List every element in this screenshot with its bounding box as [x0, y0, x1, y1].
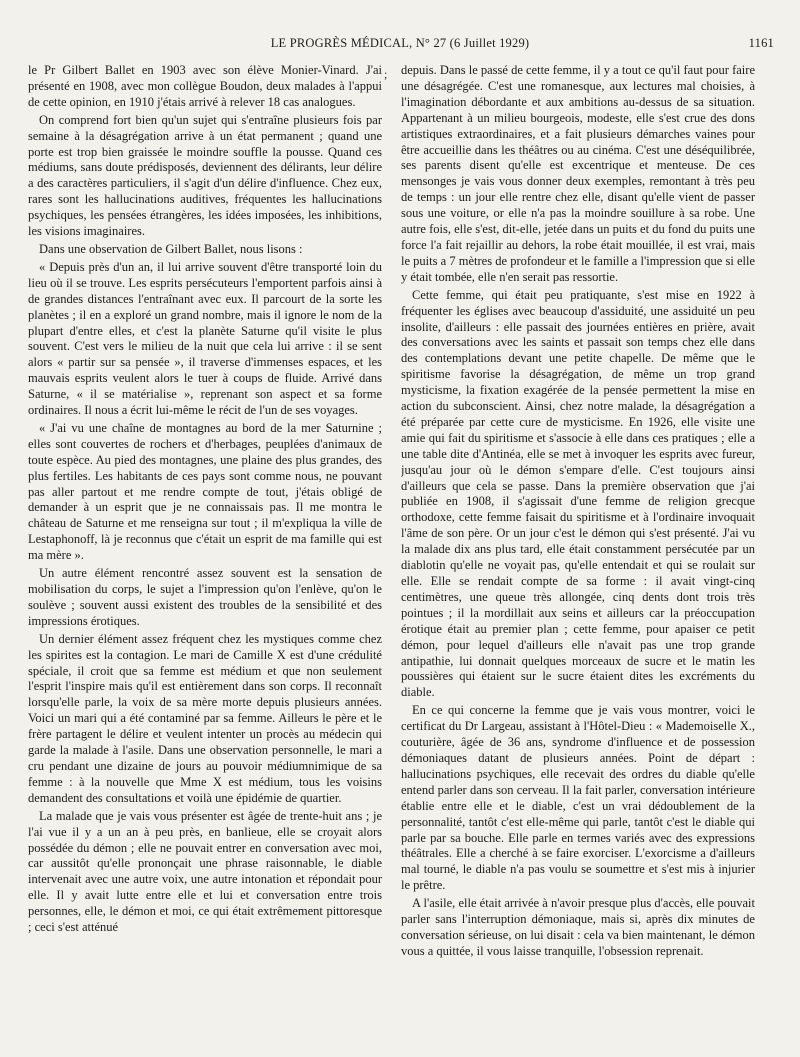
page-header — [26, 36, 774, 56]
paragraph: le Pr Gilbert Ballet en 1903 avec son élève Monier-Vinard. J'ai présenté en 1908, avec mon collègue Boudon, deux malades à l'appui de cette opinion, en 1910 j'étais arrivé à relever 18 cas analogues. — [28, 63, 382, 109]
paragraph: Cette femme, qui était peu pratiquante, s'est mise en 1922 à fréquenter les églises avec beaucoup d'assiduité, une assiduité un peu insolite, d'ailleurs : elle passait des journées entières en prière, avait des conversations avec les saints et passait son temps chez elle dans des contemplations devant une petite chapelle. De même que le spiritisme favorise la désagrégation, de même un trop grand mysticisme, la fixation exagérée de la pensée permettent la mise en action du subconscient. Ainsi, chez notre malade, la désagrégation a été préparée par cette cure de mysticisme. En 1926, elle visite une amie qui fait du spiritisme et s'associe à elle dans ces pratiques ; elle a une table dite d'Antinéa, elle se met à invoquer les esprits avec fureur, jusqu'au jour où le démon s'empare d'elle. C'est toujours ainsi d'ailleurs que cela se passe. Dans la première observation que j'ai publiée en 1908, il s'agissait d'une femme de religion grecque orthodoxe, cette femme faisait du spiritisme et à l'ordinaire invoquait l'âme de son père. Or un jour c'est le démon qui s'est présenté. J'ai vu la malade dix ans plus tard, elle était constamment persécutée par un diablotin qu'elle ne voyait pas, qu'elle entendait et qui se roulait sur elle. Elle se rendait compte de sa forme : il avait vingt-cinq centimètres, une queue très allongée, cinq dents dont trois très pointues ; il la mordillait aux seins et ailleurs car la préoccupation érotique était au premier plan ; cette femme, pour apaiser ce petit démon, pour lequel d'ailleurs elle n'avait pas une trop grande antipathie, lui donnait quelques morceaux de sucre et le matin les poussières qui étaient sur le sucre étaient dites les excréments du diable. — [401, 287, 755, 700]
paragraph: La malade que je vais vous présenter est âgée de trente-huit ans ; je l'ai vue il y a un an à peu près, en banlieue, elle se croyait alors possédée du démon ; elle ne pouvait entrer en conversation avec moi, car aussitôt qu'elle prononçait une phrase raisonnable, le diable intervenait avec une autre voix, une autre intonation et répondait pour elle. Il y avait lutte entre elle et lui et conversation entre trois personnes, elle, le démon et moi, ce qui était extrêmement pittoresque ; ceci s'est atténué — [28, 808, 382, 935]
page-number: 1161 — [748, 36, 774, 50]
paragraph: A l'asile, elle était arrivée à n'avoir presque plus d'accès, elle pouvait parler sans l'interruption démoniaque, mais si, après dix minutes de conversation sérieuse, on lui disait : cela va bien maintenant, le démon vous a quittée, il vous laisse tranquille, l'obsession reprenait. — [401, 896, 755, 958]
paragraph: En ce qui concerne la femme que je vais vous montrer, voici le certificat du Dr Largeau, assistant à l'Hôtel-Dieu : « Mademoiselle X., couturière, âgée de 36 ans, syndrome d'influence et de possession démoniaques datant de plusieurs années. Point de départ : hallucinations psychiques, elle recevait des ordres du diable qu'elle entend parler dans son cerveau. Il la fait parler, conversation intérieure établie entre elle et le diable, c'est un vrai dédoublement de la personnalité, tantôt c'est elle-même qui parle, tantôt c'est le diable qui parle par sa bouche. Elle parle en termes variés avec des expressions théâtrales. Elle a cherché à se faire exorciser. L'exorcisme a d'ailleurs mal tourné, le diable n'a pas voulu se soumettre et s'est mis à injurier le prêtre. — [401, 703, 755, 893]
gutter-mark: ; — [384, 67, 388, 81]
paragraph: Dans une observation de Gilbert Ballet, nous lisons : — [39, 241, 303, 256]
paragraph: depuis. Dans le passé de cette femme, il y a tout ce qu'il faut pour faire une désagrégée. C'est une romanesque, aux lectures mal choisies, à l'imagination débordante et aux ambitions au-dessus de sa situation. Appartenant à un milieu bourgeois, modeste, elle s'est crue des dons artistiques extraordinaires, et a fait plusieurs démarches vaines pour être accueillie dans les théâtres ou au cinéma. C'est une déséquilibrée, ses parents disent qu'elle est excentrique et menteuse. De ces mensonges je vais vous donner deux exemples, remontant à très peu de temps : un jour elle rentre chez elle, disant qu'elle vient de passer sous une voiture, or elle n'a pas la moindre souillure à sa robe. Une autre fois, elle s'est, dit-elle, jetée dans un puits et du fond du puits une force l'a fait rejaillir au dehors, la robe était mouillée, il est vrai, mais le puits a 7 mètres de profondeur et le famille a l'impression que si elle y était tombée, elle n'en serait pas ressortie. — [401, 63, 755, 284]
left-column — [28, 63, 382, 1048]
paragraph: « J'ai vu une chaîne de montagnes au bord de la mer Saturnine ; elles sont couvertes de rochers et d'herbages, peuplées d'animaux de toute espèce. Au pied des montagnes, une plaine des plus grandes, des plus fertiles. Les habitants de ces pays sont comme nous, ne pouvant pas aller partout et me rendre compte de tout, j'étais obligé de demander à un esprit que je ne connaissais pas. Il me montra le château de Saturne et me renseigna sur tout ; il m'expliqua la ville de Lestaphonoff, là je reconnus que c'était un esprit de ma famille qui est ma mère ». — [28, 420, 382, 563]
right-column — [401, 63, 755, 1048]
paragraph: Un autre élément rencontré assez souvent est la sensation de mobilisation du corps, le sujet a l'impression qu'on l'enlève, qu'on le soulève ; souvent aussi existent des troubles de la sensibilité et des impressions érotiques. — [28, 566, 382, 628]
paragraph: « Depuis près d'un an, il lui arrive souvent d'être transporté loin du lieu où il se trouve. Les esprits persécuteurs l'emportent parfois ainsi à de grandes distances l'entraînant avec eux. Il parcourt de la sorte les planètes ; il en a exploré un grand nombre, mais il ignore le nom de la plupart d'entre elles, et c'est la planète Saturne qu'il visite le plus souvent. C'est vers le milieu de la nuit que cela lui arrive : il se sent alors « partir sur sa pensée », il traverse d'immenses espaces, et les mauvais esprits veulent alors le tuer à coups de fluide. Arrivé dans Saturne, « il se matérialise », reprenant son aspect et sa forme ordinaires. Il nous a écrit lui-même le récit de l'un de ses voyages. — [28, 259, 382, 418]
paragraph: Un dernier élément assez fréquent chez les mystiques comme chez les spirites est la contagion. Le mari de Camille X est d'une crédulité spéciale, il croit que sa femme est médium et que non seulement l'esprit l'inspire mais qu'il est entièrement dans son corps. Il reconnaît lorsqu'elle parle, la voix de sa mère morte depuis plusieurs années. Voici un mari qui a été contaminé par sa femme. Ailleurs le père et le frère partagent le délire et veulent intenter un procès au médecin qui garde la malade à l'asile. Dans une observation personnelle, le mari a cru pendant une dizaine de jours au pouvoir médiumnimique de sa femme : à la nouvelle que Mme X est médium, tous les voisins demandent des consultations et voilà une épidémie de quartier. — [28, 631, 382, 805]
running-title: LE PROGRÈS MÉDICAL, N° 27 (6 Juillet 1929) — [270, 36, 530, 50]
paragraph: On comprend fort bien qu'un sujet qui s'entraîne plusieurs fois par semaine à la désagrégation arrive à un état permanent ; quand une porte est trop bien graissée le moindre souffle la pousse. Quand ces médiums, sans doute prédisposés, deviennent des délirants, leur délire a des caractères particuliers, il s'agit d'un délire d'influence. Chez eux, rares sont les hallucinations auditives, fréquentes les hallucinations psychiques, les pensées étrangères, les idées imposées, les inhibitions, les visions imaginaires. — [28, 112, 382, 239]
